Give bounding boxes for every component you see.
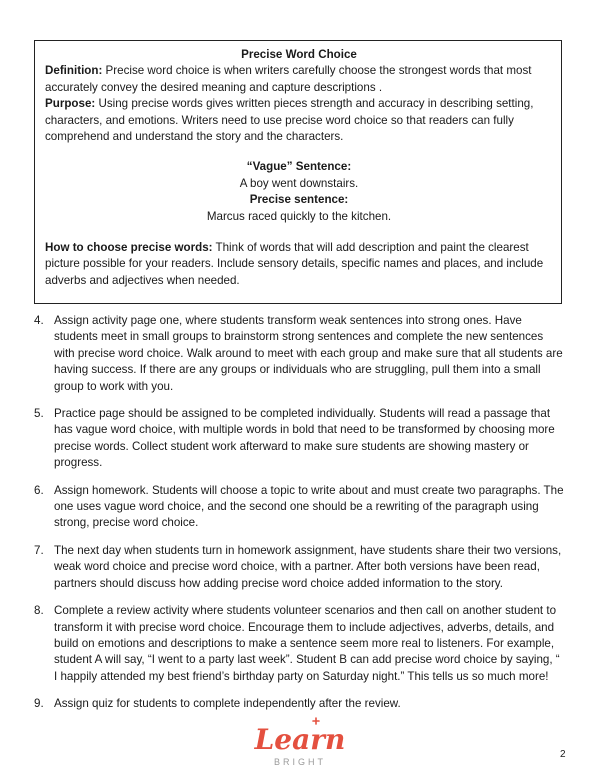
step-number: 9. [34,697,44,711]
box-title: Precise Word Choice [241,48,357,61]
step-text: Assign activity page one, where students transform weak sentences into strong ones. Have students meet in small groups to brainstorm strong sentences and complete the new sentences with precise word choice. Walk around to meet with each group and make sure that all students are having success. If there are any groups or individuals who are struggling, pull them into a small group to work with you. [54,314,563,393]
how-text: Think of words that will add description and paint the clearest picture possible for your readers. Include sensory details, specific names and places, and include adverbs and adjectives when needed. [45,241,544,287]
step-text: The next day when students turn in homework assignment, have students share their two versions, weak word choice and precise word choice, with a partner. After both versions have been read, partners should discuss how adding precise word choice added information to the story. [54,543,562,590]
list-item [34,483,564,532]
how-label: How to choose precise words: [45,241,213,255]
vague-sentence: A boy went downstairs. [239,176,359,190]
list-item [34,603,564,685]
definition-text: Precise word choice is when writers carefully choose the strongest words that most accurately convey the desired meaning and capture descriptions . [45,64,532,94]
list-item [34,696,564,712]
list-item [34,406,564,472]
step-number: 8. [34,604,44,618]
step-text: Complete a review activity where students volunteer scenarios and then call on another student to transform it with precise word choice. Encourage them to include adjectives, adverbs, details, and build on emotions and descriptions to make a sentence seem more real to listeners. For example, student A will say, “I went to a party last week”. Student B can add precise word choice by saying, “ I happily attended my best friend’s birthday party on Saturday night.” This tells us so much more! [54,604,560,683]
step-number: 4. [34,314,44,327]
definition-paragraph [45,63,553,96]
learn-bright-logo [240,715,360,773]
step-number: 5. [34,407,44,421]
purpose-text: Using precise words gives written pieces strength and accuracy in describing setting, characters, and emotions. Writers need to use precise word choice so that readers can fully comprehend and understand the story and the characters. [45,97,534,144]
step-number: 7. [34,543,44,557]
purpose-paragraph [45,96,553,145]
list-item [34,543,564,592]
logo-word: Learn [254,723,346,756]
precise-label: Precise sentence: [249,193,349,207]
step-text: Practice page should be assigned to be completed individually. Students will read a passage that has vague word choice, with multiple words in bold that need to be transformed by choosing more precise words. Collect student work afterward to make sure students are showing mastery or progress. [54,407,555,470]
purpose-label: Purpose: [45,97,96,111]
definition-box [34,40,562,304]
logo-sub: BRIGHT [273,757,327,767]
precise-sentence: Marcus raced quickly to the kitchen. [206,209,392,223]
step-text: Assign quiz for students to complete independently after the review. [54,697,401,711]
steps-list [34,313,564,724]
vague-label: “Vague” Sentence: [246,160,352,174]
step-number: 6. [34,483,44,497]
page-number: 2 [560,749,566,760]
definition-label: Definition: [45,64,103,78]
how-paragraph [45,240,553,289]
step-text: Assign homework. Students will choose a topic to write about and must create two paragraphs. The one uses vague word choice, and the second one should be a rewriting of the paragraph using strong, precise word choice. [54,483,564,530]
list-item [34,313,564,395]
